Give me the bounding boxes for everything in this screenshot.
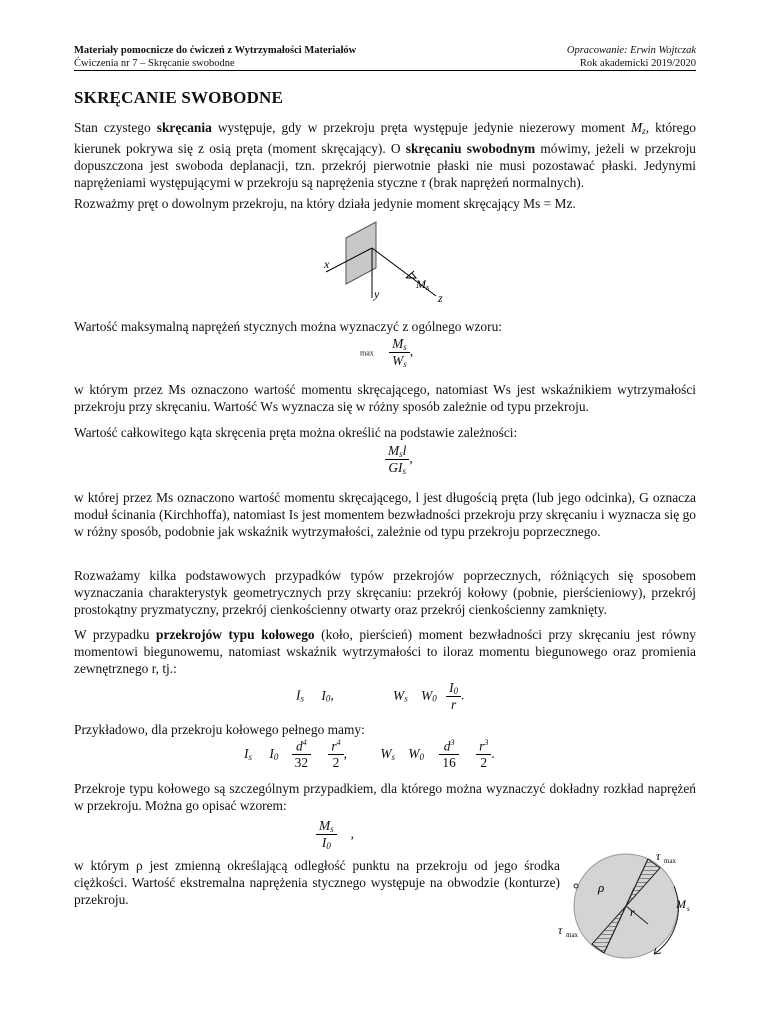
paragraph-stress-distribution: Przekroje typu kołowego są szczególnym przypadkiem, dla którego można wyznaczyć dokładny rozkład naprężeń w przekroju. Można go opisać wzorem:	[74, 781, 696, 813]
torsion-axes-figure	[318, 216, 458, 306]
paragraph-rho: w którym ρ jest zmienną określającą odległość punktu na przekroju od jego środka ciężkości. Wartość ekstremalna naprężenia stycznego występuje na obwodzie (konturze) przekroju.	[74, 858, 560, 907]
centroid-marker	[574, 884, 578, 888]
paragraph-section-types: Rozważamy kilka podstawowych przypadków typów przekrojów poprzecznych, różniących się sposobem wyznaczania charakterystyk geometrycznych przy skręcaniu: przekrój kołowy (pobnie, pierścieniowy), przekrój prostokątny pryzmatyczny, przekrój cienkościenny otwarty oraz przekrój cienkościenny zamknięty.	[74, 568, 696, 617]
moment-label-sub: s	[426, 283, 430, 292]
fraction	[389, 336, 410, 369]
subscript: 0	[432, 693, 437, 704]
numerator: r	[479, 738, 485, 754]
superscript: 4	[302, 738, 307, 747]
fraction	[446, 680, 461, 713]
length-symbol: l	[402, 443, 407, 458]
page-title: SKRĘCANIE SWOBODNE	[74, 88, 284, 107]
paragraph-max-stress: Wartość maksymalną naprężeń stycznych można wyznaczyć z ogólnego wzoru:	[74, 319, 502, 334]
denominator: 32	[294, 755, 309, 771]
radius-label: r	[630, 905, 635, 919]
subscript: s	[300, 693, 304, 704]
fraction	[385, 443, 409, 476]
moment-label-sub: s	[687, 905, 690, 913]
paragraph-is-definition: w której przez Ms oznaczono wartość momentu skręcającego, l jest długością pręta (lub jego odcinka), G oznacza moduł ścinania (Kirchhoffa), natomiast Is jest momentem bezwładności przekroju przy skręcaniu i wyznacza się go w różny sposób, podobnie jak wskaźnik wytrzymałości, zależnie od typu przekroju poprzecznego.	[74, 490, 696, 539]
subscript: 0	[325, 693, 331, 704]
max-subscript: max	[360, 348, 374, 358]
equation-max-stress	[360, 336, 413, 369]
is-symbol: I	[296, 687, 301, 703]
denominator: 16	[442, 755, 456, 771]
z-axis-label: z	[438, 291, 443, 305]
fraction	[328, 738, 343, 771]
subscript: s	[330, 824, 334, 834]
paragraph-intro	[74, 119, 696, 191]
header-exercise: Ćwiczenia nr 7 – Skręcanie swobodne	[74, 58, 235, 69]
subscript: s	[403, 342, 407, 352]
fraction	[439, 738, 458, 771]
denominator: r	[450, 697, 457, 712]
subscript: 0	[326, 841, 331, 851]
rho-label: ρ	[598, 880, 605, 895]
equation-circular-relations: $I_s$ $I_0$, $W_s$ $W_0$ $\frac{I_0}{r}$ .	[296, 680, 465, 712]
fraction	[292, 738, 311, 771]
comma: ,	[409, 343, 414, 359]
paragraph-ms-ws: w którym przez Ms oznaczono wartość momentu skręcającego, natomiast Ws jest wskaźnikiem wytrzymałości przekroju przy skręcaniu. Wartość Ws wyznacza się w różny sposób zależnie od typu przekroju.	[74, 382, 696, 414]
subscript: s	[399, 449, 403, 459]
paragraph-twist-angle: Wartość całkowitego kąta skręcenia pręta można określić na podstawie zależności:	[74, 425, 518, 440]
header-author: Opracowanie: Erwin Wojtczak	[566, 45, 696, 56]
denominator: 2	[480, 755, 488, 771]
text: (brak naprężeń normalnych).	[425, 175, 585, 190]
symbol: M	[631, 120, 643, 135]
text: , którego kierunek pokrywa się z osią pręta (moment skręcający). O	[74, 120, 696, 156]
text: mówimy, jeżeli w przekroju dopuszczona jest swoboda deplanacji, tzn. przekrój pierwotnie płaski nie musi pozostawać płaski. Jedynymi naprężeniami występującymi w przekroju są naprężenia styczne	[74, 141, 696, 190]
equation-stress-distribution	[316, 818, 354, 851]
equation-twist-angle	[385, 443, 413, 476]
text: W przypadku	[74, 627, 156, 642]
numerator: d	[443, 738, 451, 754]
x-axis-label: x	[324, 257, 330, 271]
tau-max-bottom-sub: max	[566, 931, 579, 939]
subscript: z	[642, 126, 646, 136]
comma: ,	[409, 450, 413, 466]
fraction	[476, 738, 491, 771]
numerator: I	[449, 680, 454, 695]
y-axis-label: y	[374, 287, 380, 301]
numerator: d	[296, 738, 303, 754]
fraction	[316, 818, 337, 851]
header-rule	[74, 70, 696, 71]
term-skrecanie: skręcania	[156, 120, 212, 135]
numerator: M	[388, 443, 400, 458]
text: występuje, gdy w przekroju pręta występuje jedynie niezerowy moment	[211, 120, 632, 135]
term-skrecanie-swobodne: skręcaniu swobodnym	[405, 141, 536, 156]
denominator: GI	[388, 460, 403, 475]
tau-max-top-label: τ	[656, 849, 661, 863]
ws-symbol: W	[393, 687, 405, 703]
term-przekroje-kolowe: przekrojów typu kołowego	[156, 627, 315, 642]
denominator: I	[321, 835, 327, 850]
numerator: M	[319, 818, 331, 833]
symbol-tau: τ	[420, 175, 426, 190]
subscript: s	[404, 693, 408, 704]
denominator: 2	[332, 755, 340, 771]
moment-label: M	[676, 897, 686, 911]
subscript: s	[402, 466, 407, 476]
subscript: s	[403, 359, 407, 369]
header-year: Rok akademicki 2019/2020	[579, 58, 696, 69]
paragraph-consider: Rozważmy pręt o dowolnym przekroju, na który działa jedynie moment skręcający Ms = Mz.	[74, 196, 576, 211]
moment-label: M	[416, 277, 426, 291]
superscript: 4	[336, 738, 341, 747]
comma: ,	[350, 825, 355, 841]
superscript: 3	[484, 738, 489, 747]
tau-max-top-sub: max	[664, 857, 677, 865]
header-course: Materiały pomocnicze do ćwiczeń z Wytrzymałości Materiałów	[74, 45, 357, 56]
text: (koło, pierścień) moment bezwładności przy skręcaniu jest równy momentowi biegunowemu, natomiast wskaźnik wytrzymałości to iloraz momentu biegunowego oraz promienia zewnętrznego r, tj.:	[74, 627, 696, 676]
i0-symbol: I	[321, 687, 326, 703]
paragraph-circular	[74, 626, 696, 677]
numerator: M	[392, 336, 404, 351]
denominator: W	[392, 353, 404, 368]
subscript: 0	[453, 686, 459, 696]
tau-max-bottom-label: τ	[558, 923, 563, 937]
numerator: r	[331, 738, 337, 754]
paragraph-example: Przykładowo, dla przekroju kołowego pełnego mamy:	[74, 722, 365, 737]
w0-symbol: W	[421, 687, 433, 703]
text: Stan czystego	[74, 120, 157, 135]
equation-full-circle: $I_s$ $I_0$ $\frac{d^4}{32}$ $\frac{r^4}{2}$ , $W_s$ $W_0$ $\frac{d^3}{16}$ $\frac{r^3}{2}$ .	[244, 738, 495, 771]
superscript: 3	[450, 738, 455, 747]
circular-stress-figure	[556, 846, 696, 964]
